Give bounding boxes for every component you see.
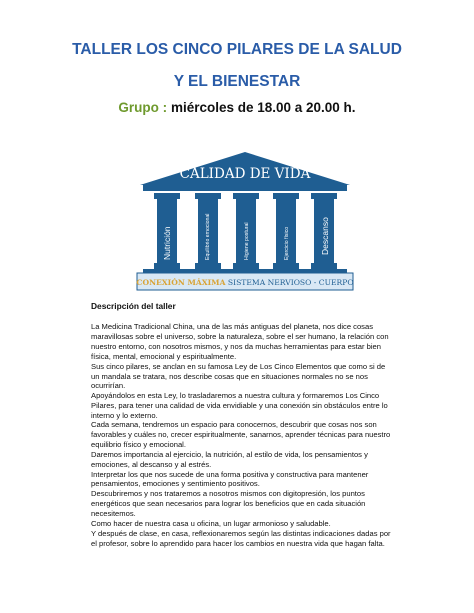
paragraph-1-line-3: Apoyándolos en esta Ley, lo trasladaremos a nuestra cultura y formaremos Los Cinco Pilares, para tener una calidad de vida envidiable y una conexión sin obstáculos entre lo interno y lo externo.: [91, 391, 388, 421]
temple-base-top: [143, 269, 347, 273]
description-paragraph-2: [91, 420, 391, 549]
pillar-label-equilibrio-emocional: [205, 214, 211, 260]
pillar-label-descanso: Descanso: [320, 217, 330, 255]
temple-base-text-bold: CONEXIÓN MÁXIMA: [136, 278, 226, 287]
paragraph-1-line-2: Sus cinco pilares, se anclan en su famosa Ley de Los Cinco Elementos que como si de un mandala se tratara, nos describe cosas que en situaciones normales no se nos ocurrirían.: [91, 361, 386, 391]
pillar-label-higiene-postural: Higiene postural: [244, 222, 250, 260]
paragraph-2-line-2: Daremos importancia al ejercicio, la nutrición, al estilo de vida, los pensamientos y emociones, al descanso y al estrés.: [91, 449, 368, 469]
temple-base-text: [136, 278, 353, 287]
paragraph-1-line-1: La Medicina Tradicional China, una de las más antiguas del planeta, nos dice cosas maravillosas sobre el universo, sobre la naturaleza, sobre el ser humano, la relación con nuestro entorno, con nosotros mismos, y nos da muchas herramientas para estar bien física, mental, emocional y espiritualmente.: [91, 322, 389, 361]
pillar-label-nutricion: Nutrición: [162, 226, 172, 260]
five-pillars-temple-illustration: [133, 149, 357, 294]
description-paragraph-1: [91, 322, 391, 421]
document-title-line-2: Y EL BIENESTAR: [173, 73, 301, 90]
paragraph-2-line-4: Descubriremos y nos trataremos a nosotros mismos con digitopresión, los puntos energéticos que sean necesarios para lograr los beneficios que en cada situación necesitemos.: [91, 489, 366, 519]
temple-roof-band: [143, 185, 347, 191]
temple-roof-text: CALIDAD DE VIDA: [179, 166, 311, 182]
paragraph-2-line-5: Como hacer de nuestra casa u oficina, un lugar armonioso y saludable.: [91, 519, 331, 529]
document-title-line-1: TALLER LOS CINCO PILARES DE LA SALUD: [72, 41, 402, 58]
group-value: miércoles de 18.00 a 20.00 h.: [170, 100, 356, 115]
group-label: Grupo :: [118, 100, 168, 115]
paragraph-2-line-6: Y después de clase, en casa, reflexionaremos según las distintas indicaciones dadas por el profesor, sobre lo aprendido para hacer los cambios en nuestra vida que hagan falta.: [91, 528, 391, 548]
temple-base-text-rest: SISTEMA NERVIOSO - CUERPO: [227, 278, 354, 287]
description-title: Descripción del taller: [91, 301, 176, 311]
pillar-label-ejercicio-fisico: Ejercicio físico: [284, 226, 290, 260]
group-schedule: [0, 100, 474, 115]
pillar-label-equilibrio-emocional-text: Equilibrio emocional: [205, 213, 211, 260]
paragraph-2-line-3: Interpretar los que nos sucede de una forma positiva y constructiva para mantener pensamientos, emociones y sentimiento positivos.: [91, 469, 369, 489]
paragraph-2-line-1: Cada semana, tendremos un espacio para conocernos, descubrir que cosas nos son favorables y cuáles no, crecer espiritualmente, sanarnos, aprender técnicas para nuestro equilibrio físico y emocional.: [91, 420, 391, 449]
